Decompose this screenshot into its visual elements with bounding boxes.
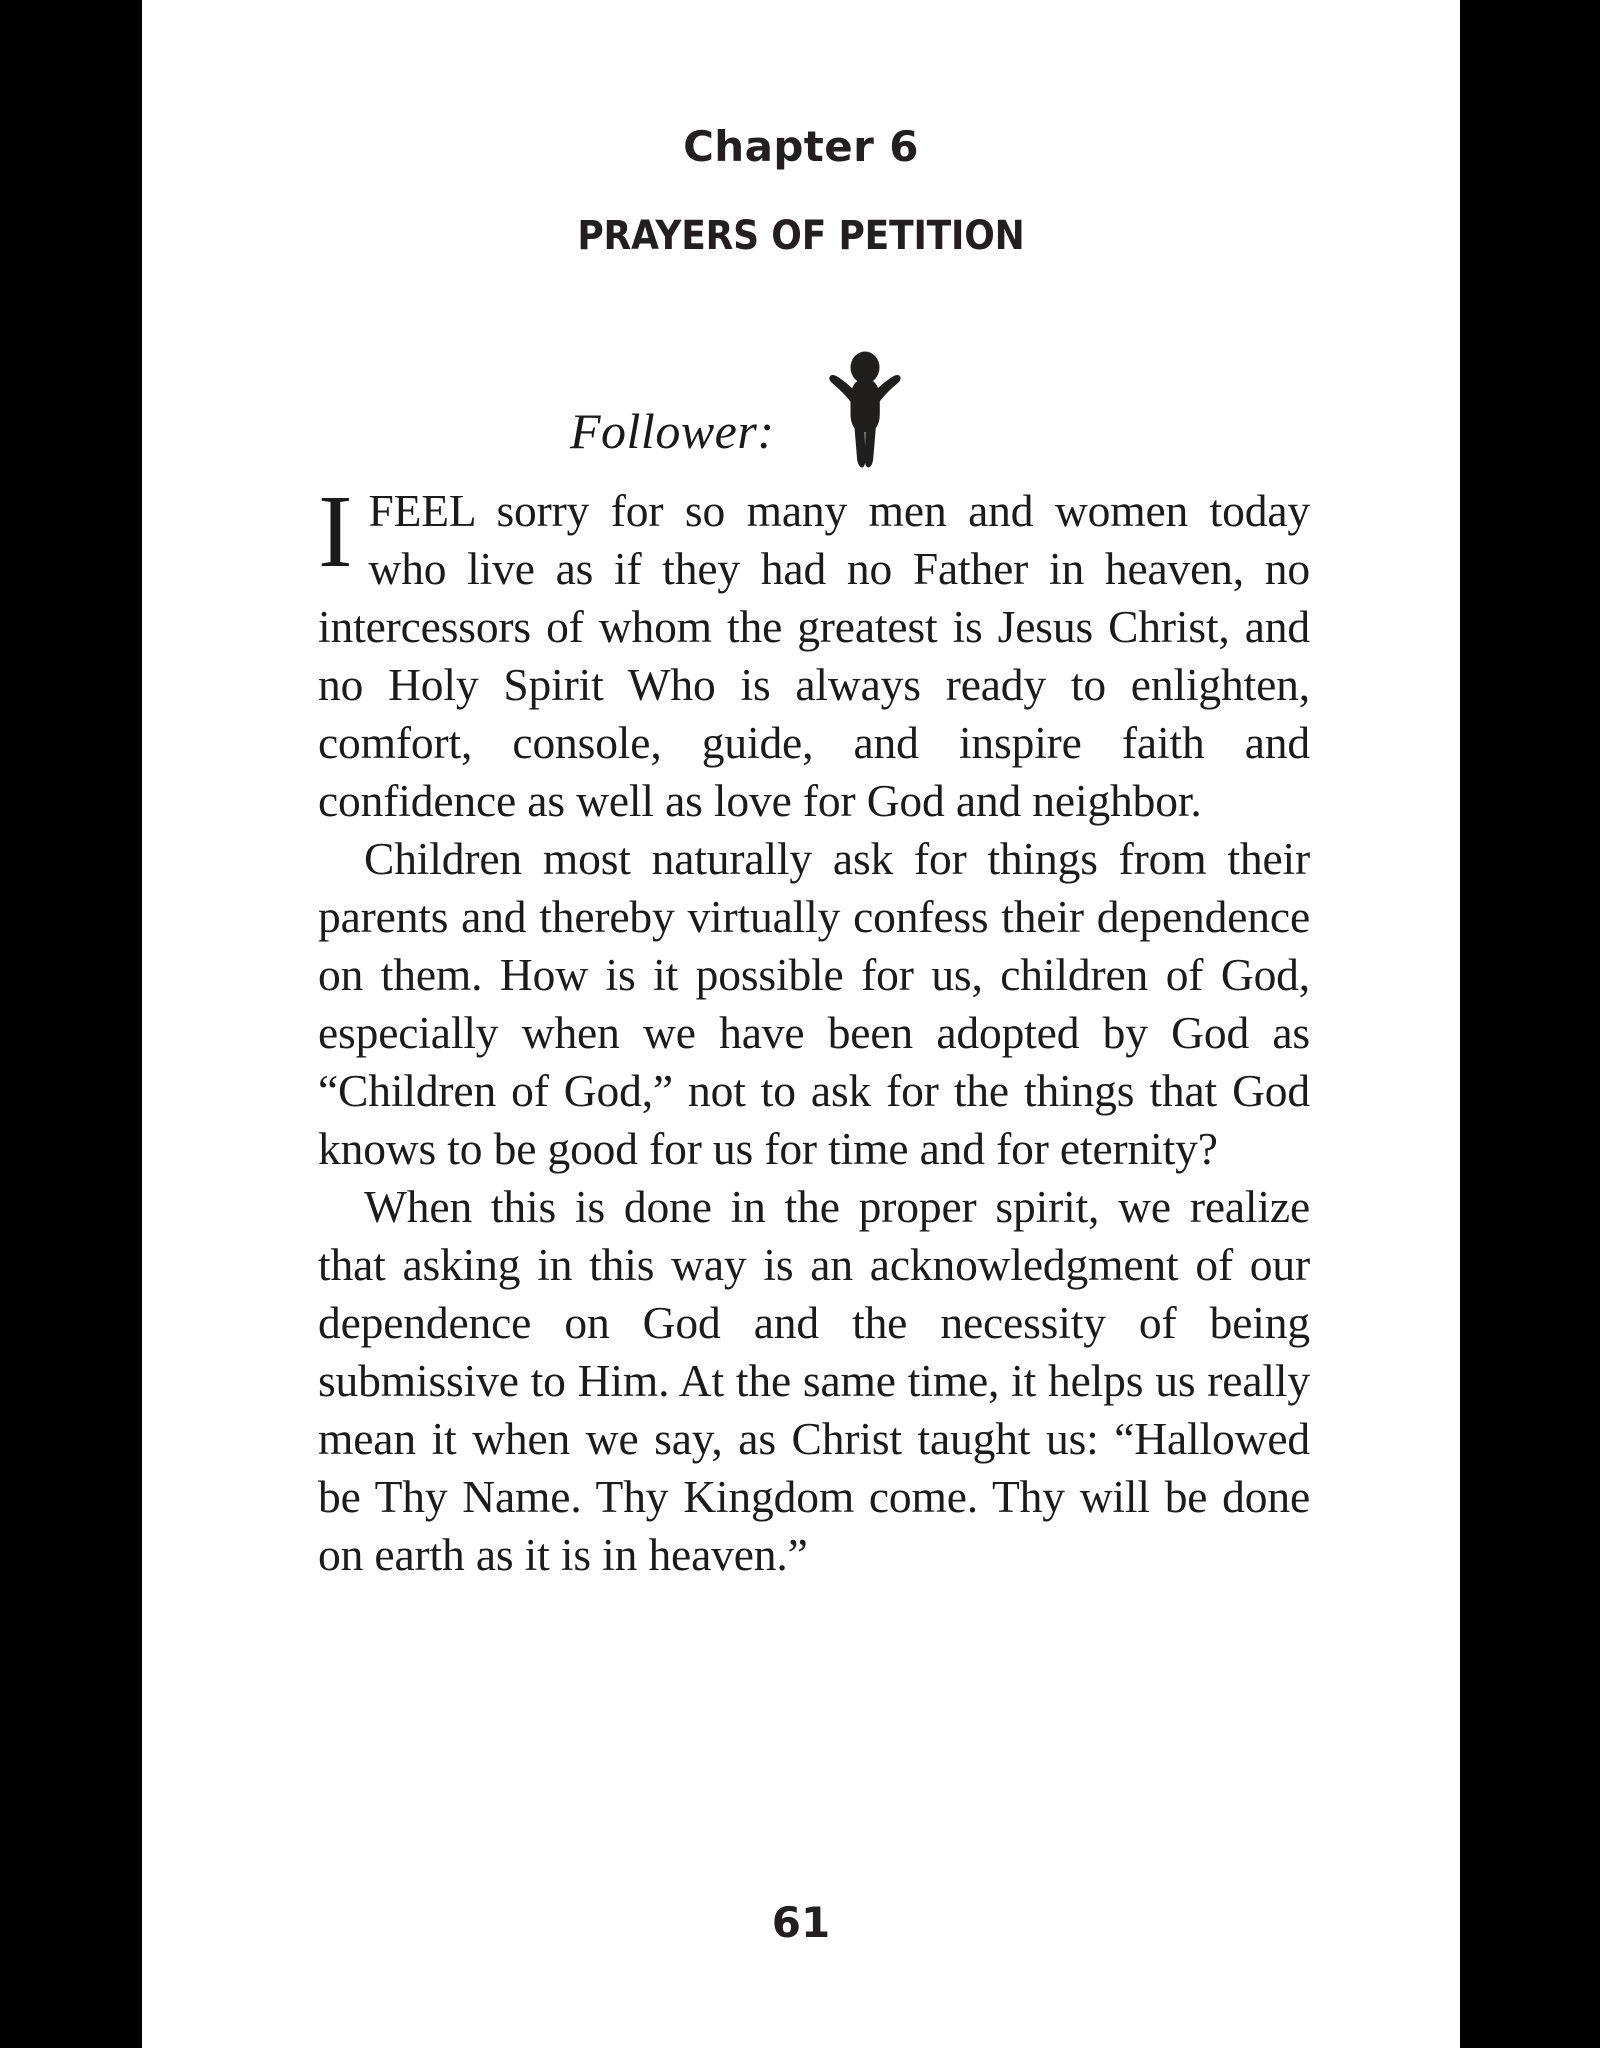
page-title: PRAYERS OF PETITION [577, 213, 1025, 259]
speaker-heading [318, 340, 1318, 470]
speaker-label: Follower: [570, 403, 775, 459]
paragraph-2: Children most naturally ask for things from their parents and thereby virtually confess their dependence on them. How is it possible for us, children of God, especially when we have been adopted by God as “Children of God,” not to ask for the things that God knows to be good for us for time and for eternity? [318, 833, 1310, 1174]
chapter-label: Chapter 6 [683, 122, 919, 171]
drop-cap: I [318, 474, 353, 589]
person-arms-raised-icon [826, 350, 904, 468]
paragraph-3: When this is done in the proper spirit, we realize that asking in this way is an acknowledgment of our dependence on God and the necessity of being submissive to Him. At the same time, it helps us really mean it when we say, as Christ taught us: “Hallowed be Thy Name. Thy Kingdom come. Thy will be done on earth as it is in heaven.” [318, 1181, 1310, 1580]
paragraph-1-text: sorry for so many men and women today who live as if they had no Father in heaven, no intercessors of whom the greatest is Jesus Christ, and no Holy Spirit Who is always ready to enlighten, comfort, console, guide, and inspire faith and confidence as well as love for God and neighbor. [318, 485, 1310, 826]
book-page [142, 0, 1460, 2048]
paragraph-1-leadin: FEEL [368, 485, 475, 536]
paragraph-1 [318, 474, 1310, 830]
page-number: 61 [771, 1898, 831, 1947]
body-text [318, 474, 1310, 1584]
